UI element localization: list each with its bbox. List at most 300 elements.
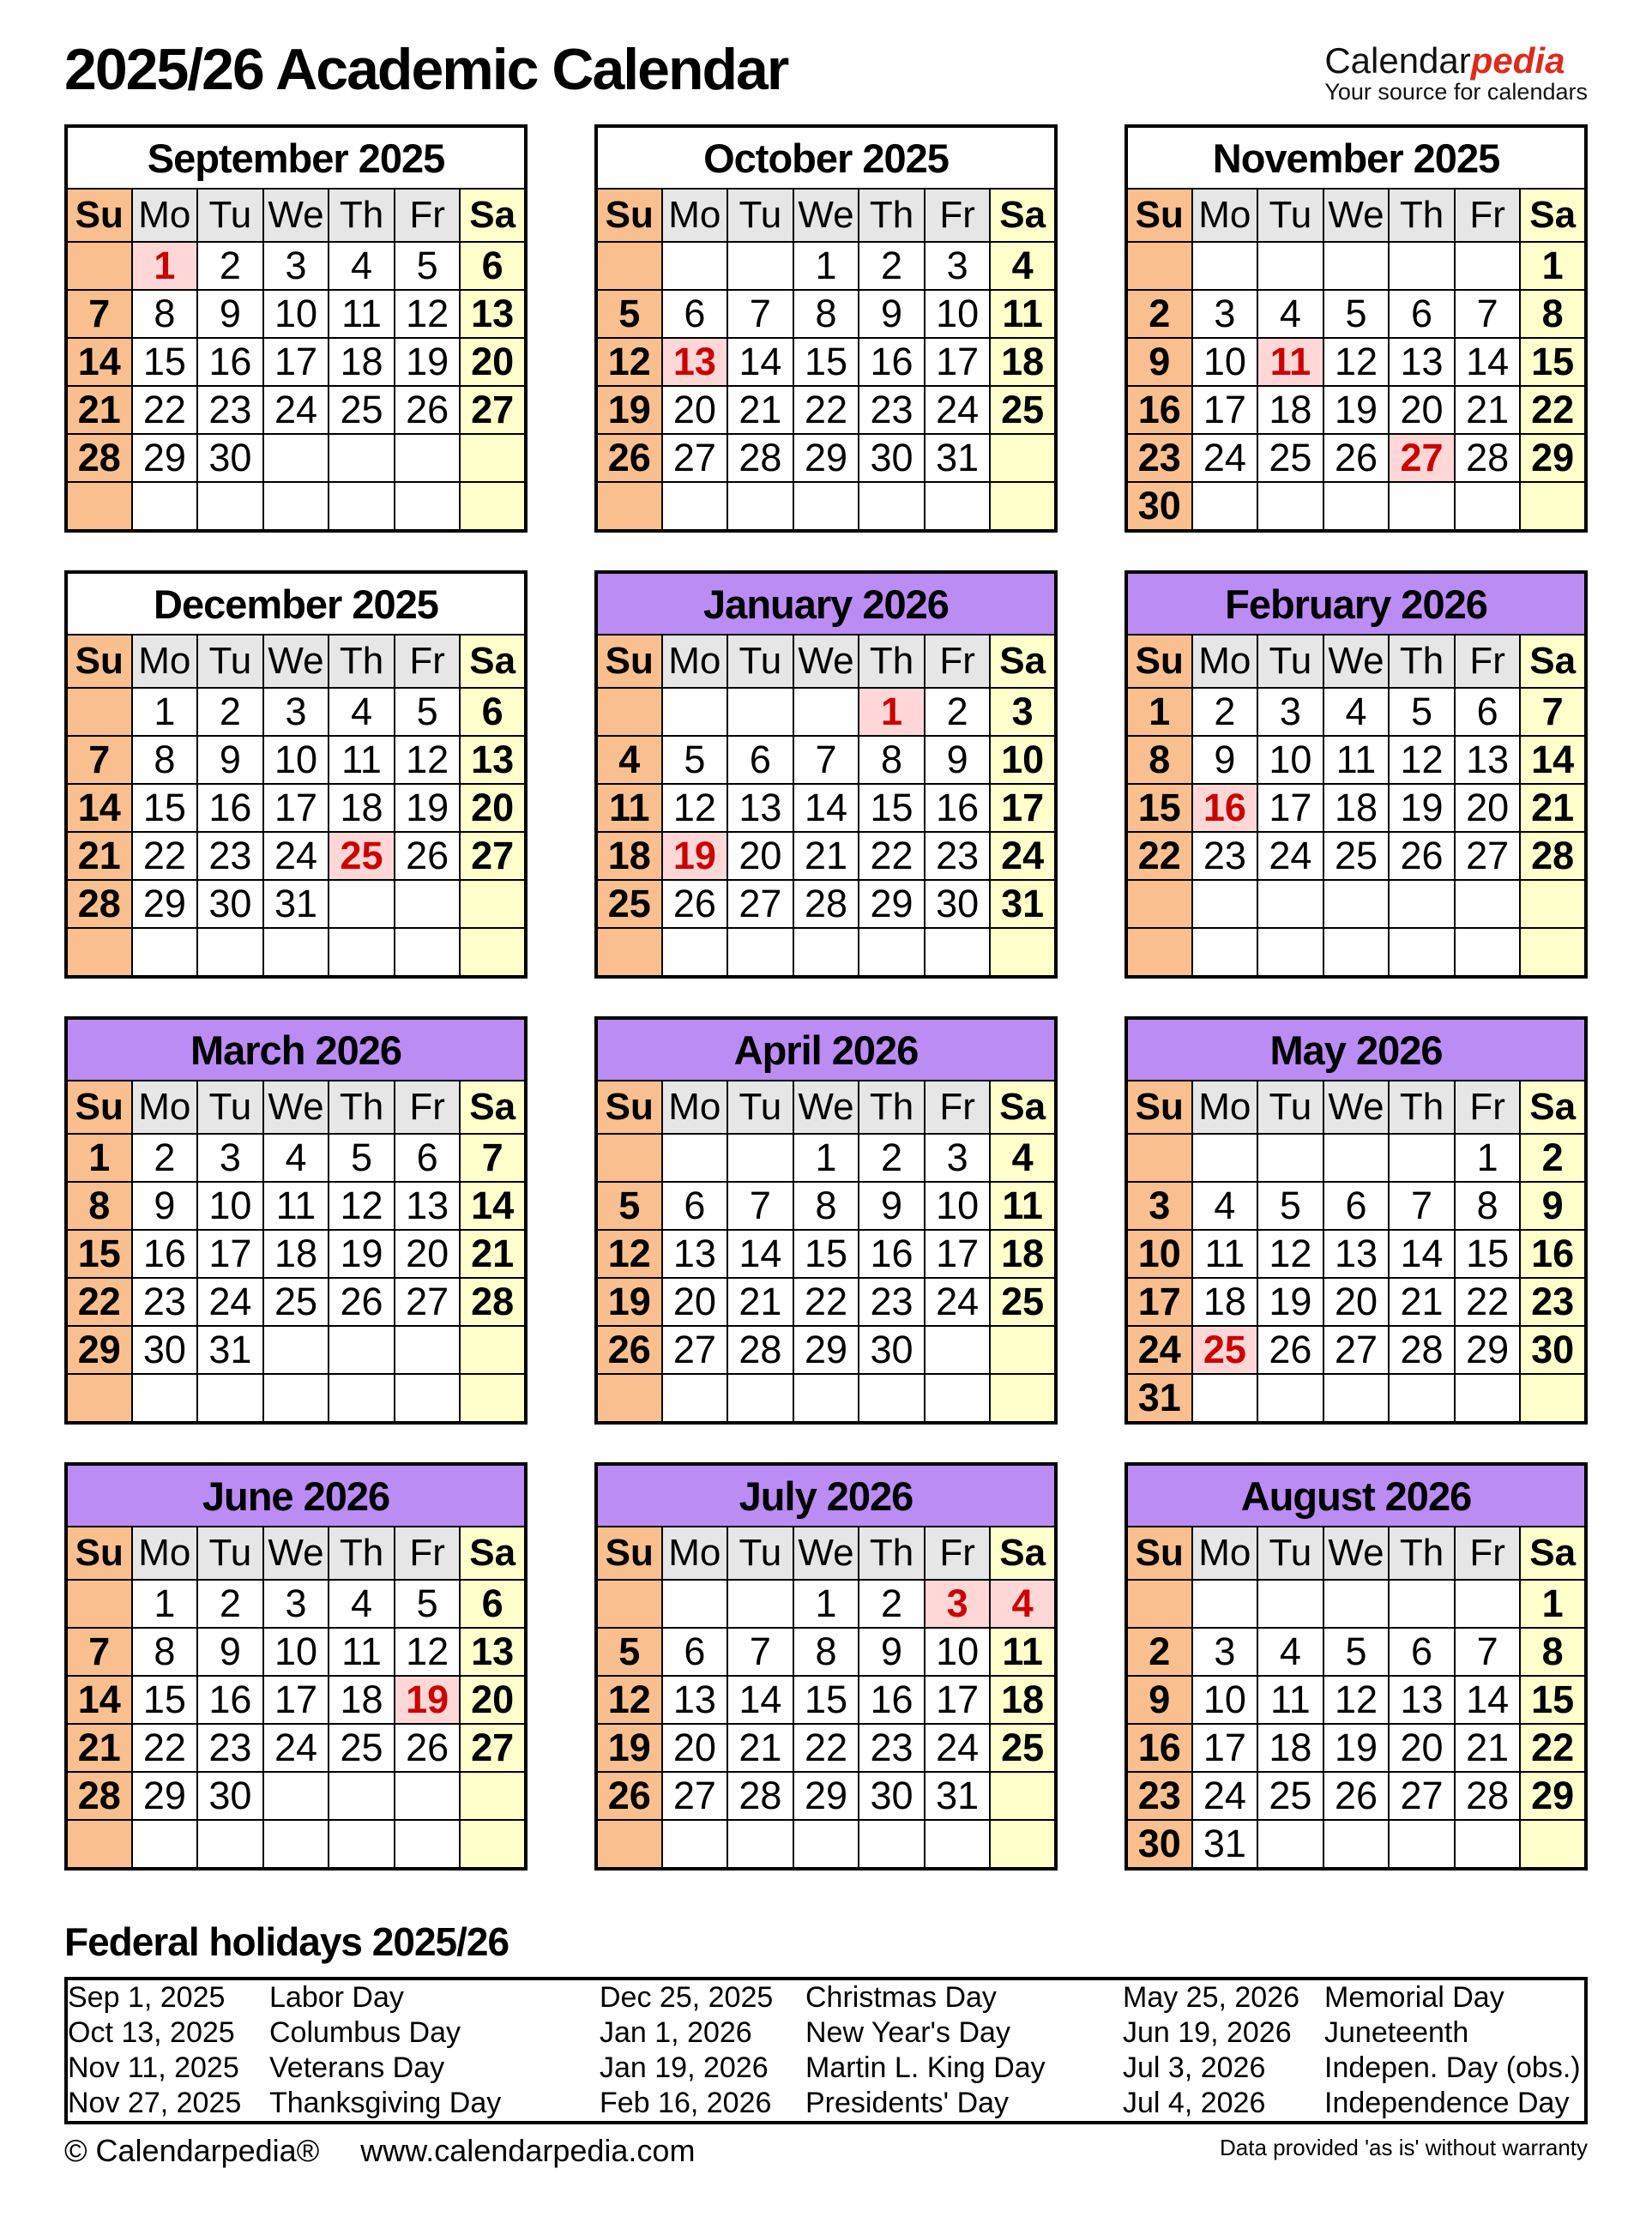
holiday-name: Veterans Day	[269, 2051, 445, 2085]
day-header: We	[793, 1081, 859, 1134]
week-row	[66, 1580, 526, 1628]
holiday-name: Presidents' Day	[805, 2087, 1010, 2120]
day-cell: 10	[263, 290, 329, 338]
holiday-date: Nov 11, 2025	[68, 2051, 239, 2085]
week-row	[1126, 1134, 1586, 1182]
day-header: Tu	[727, 635, 793, 688]
week-row	[596, 784, 1056, 832]
month-calendar	[594, 570, 1058, 979]
day-cell: 20	[1323, 1278, 1390, 1326]
day-cell: 4	[1323, 688, 1390, 736]
day-cell: 10	[1257, 736, 1323, 784]
day-cell: 19	[395, 784, 461, 832]
day-cell	[1257, 1134, 1323, 1182]
day-header: Mo	[132, 1527, 198, 1580]
week-row	[1126, 1278, 1586, 1326]
day-cell: 13	[1389, 1676, 1455, 1724]
day-cell	[1389, 1134, 1455, 1182]
day-cell: 20	[460, 784, 526, 832]
day-cell: 6	[1389, 1628, 1455, 1676]
day-header: Fr	[1455, 1081, 1521, 1134]
day-cell: 4	[329, 1580, 395, 1628]
day-cell: 21	[727, 1724, 793, 1772]
day-cell	[793, 928, 859, 977]
holiday-date: Jan 19, 2026	[600, 2051, 769, 2085]
week-row	[66, 338, 526, 386]
week-row	[596, 1182, 1056, 1230]
week-row	[596, 290, 1056, 338]
day-cell: 19	[1323, 1724, 1390, 1772]
day-cell: 27	[662, 434, 728, 482]
day-cell	[1389, 880, 1455, 928]
day-cell	[197, 1374, 263, 1423]
month-title-row	[66, 126, 526, 189]
holiday-row	[66, 1979, 1586, 2015]
day-cell: 22	[66, 1278, 132, 1326]
day-cell	[925, 482, 991, 531]
day-header: Fr	[925, 1527, 991, 1580]
day-cell: 17	[263, 1676, 329, 1724]
day-header: Mo	[132, 1081, 198, 1134]
day-cell: 25	[329, 1724, 395, 1772]
day-cell: 20	[662, 386, 728, 434]
month-title: June 2026	[66, 1464, 526, 1527]
day-cell: 27	[1455, 832, 1521, 880]
day-cell: 19	[1257, 1278, 1323, 1326]
day-cell	[793, 1820, 859, 1869]
day-cell	[1455, 1580, 1521, 1628]
day-cell: 11	[263, 1182, 329, 1230]
holiday-date: Oct 13, 2025	[68, 2016, 235, 2050]
day-header: Th	[1389, 189, 1455, 242]
week-row	[1126, 1724, 1586, 1772]
week-row	[596, 338, 1056, 386]
week-row	[66, 1628, 526, 1676]
day-cell: 8	[1520, 1628, 1586, 1676]
week-row	[66, 482, 526, 531]
day-header-row	[596, 1081, 1056, 1134]
day-cell	[66, 482, 132, 531]
day-cell: 23	[925, 832, 991, 880]
day-cell: 24	[197, 1278, 263, 1326]
day-header: Tu	[197, 1527, 263, 1580]
day-cell: 5	[1323, 290, 1390, 338]
day-cell	[1126, 928, 1192, 977]
page-header	[64, 39, 1588, 105]
day-cell: 25	[329, 832, 395, 880]
day-cell	[66, 242, 132, 290]
holiday-row	[66, 2051, 1586, 2086]
day-cell: 9	[197, 1628, 263, 1676]
day-cell: 26	[662, 880, 728, 928]
day-cell: 11	[596, 784, 662, 832]
holiday-date: Nov 27, 2025	[68, 2087, 242, 2120]
day-cell: 18	[1257, 386, 1323, 434]
day-cell: 27	[460, 1724, 526, 1772]
day-cell	[925, 1374, 991, 1423]
day-cell: 31	[925, 434, 991, 482]
day-cell	[1192, 482, 1258, 531]
week-row	[1126, 1374, 1586, 1423]
day-header: Sa	[990, 189, 1056, 242]
day-cell: 17	[1126, 1278, 1192, 1326]
day-cell	[66, 928, 132, 977]
holiday-name: Memorial Day	[1324, 1981, 1504, 2015]
week-row	[66, 434, 526, 482]
day-cell: 26	[395, 386, 461, 434]
day-cell: 17	[197, 1230, 263, 1278]
day-cell: 2	[859, 1134, 925, 1182]
month-calendar	[1124, 124, 1588, 533]
day-cell	[395, 1772, 461, 1820]
day-cell: 14	[1455, 338, 1521, 386]
day-cell: 9	[859, 1628, 925, 1676]
day-cell: 13	[460, 736, 526, 784]
day-cell: 24	[990, 832, 1056, 880]
day-cell: 30	[1126, 1820, 1192, 1869]
day-cell: 24	[263, 1724, 329, 1772]
day-cell: 4	[990, 1580, 1056, 1628]
day-header-row	[1126, 635, 1586, 688]
day-cell: 8	[66, 1182, 132, 1230]
month-title: January 2026	[596, 572, 1056, 635]
day-cell	[662, 928, 728, 977]
day-cell: 30	[132, 1326, 198, 1374]
month-title-row	[66, 1018, 526, 1081]
week-row	[1126, 1182, 1586, 1230]
day-cell: 25	[990, 386, 1056, 434]
day-cell: 12	[596, 338, 662, 386]
week-row	[66, 1182, 526, 1230]
day-cell	[1323, 928, 1390, 977]
day-cell: 5	[1257, 1182, 1323, 1230]
day-cell	[1257, 928, 1323, 977]
day-cell: 7	[727, 1628, 793, 1676]
day-header: Th	[1389, 1527, 1455, 1580]
day-cell	[1323, 1820, 1390, 1869]
day-cell	[596, 928, 662, 977]
day-cell: 25	[990, 1724, 1056, 1772]
day-cell: 13	[460, 290, 526, 338]
day-cell: 27	[662, 1326, 728, 1374]
day-cell: 21	[727, 386, 793, 434]
day-cell	[1520, 1374, 1586, 1423]
day-cell: 5	[1323, 1628, 1390, 1676]
month-calendar	[1124, 1016, 1588, 1425]
day-cell	[1520, 928, 1586, 977]
day-cell: 29	[132, 1772, 198, 1820]
day-cell: 7	[66, 290, 132, 338]
day-cell	[1389, 1580, 1455, 1628]
day-cell: 29	[793, 434, 859, 482]
day-cell: 7	[793, 736, 859, 784]
day-cell: 14	[793, 784, 859, 832]
day-cell: 13	[1389, 338, 1455, 386]
day-cell: 29	[66, 1326, 132, 1374]
holiday-name: Labor Day	[269, 1981, 404, 2015]
day-cell: 7	[727, 1182, 793, 1230]
day-cell: 28	[66, 434, 132, 482]
day-header: Tu	[197, 635, 263, 688]
day-cell: 16	[1126, 386, 1192, 434]
copyright-line	[64, 2133, 695, 2169]
day-cell	[395, 1326, 461, 1374]
day-cell	[1192, 1580, 1258, 1628]
day-cell: 18	[1257, 1724, 1323, 1772]
day-header: Su	[596, 635, 662, 688]
day-cell: 20	[662, 1724, 728, 1772]
day-cell: 4	[596, 736, 662, 784]
week-row	[596, 688, 1056, 736]
day-cell: 22	[1520, 386, 1586, 434]
day-cell	[662, 1134, 728, 1182]
day-cell: 5	[596, 1182, 662, 1230]
day-header: Su	[596, 1081, 662, 1134]
day-cell	[1323, 880, 1390, 928]
day-cell	[263, 928, 329, 977]
day-header: Tu	[727, 189, 793, 242]
day-cell: 21	[1520, 784, 1586, 832]
week-row	[596, 928, 1056, 977]
week-row	[1126, 880, 1586, 928]
day-cell: 13	[727, 784, 793, 832]
day-cell: 1	[1455, 1134, 1521, 1182]
day-cell: 12	[596, 1230, 662, 1278]
federal-holidays-title: Federal holidays 2025/26	[64, 1919, 509, 1965]
day-cell: 12	[395, 1628, 461, 1676]
day-cell: 18	[990, 338, 1056, 386]
day-cell: 13	[1323, 1230, 1390, 1278]
week-row	[596, 1772, 1056, 1820]
week-row	[596, 1820, 1056, 1869]
day-header-row	[596, 189, 1056, 242]
day-cell: 29	[1520, 1772, 1586, 1820]
day-header: Th	[859, 189, 925, 242]
day-cell: 31	[1126, 1374, 1192, 1423]
day-cell: 15	[1520, 338, 1586, 386]
week-row	[1126, 338, 1586, 386]
day-cell: 6	[1323, 1182, 1390, 1230]
day-cell	[1192, 242, 1258, 290]
day-cell: 10	[925, 290, 991, 338]
day-cell: 22	[132, 832, 198, 880]
day-header: Sa	[460, 635, 526, 688]
day-cell: 11	[990, 1628, 1056, 1676]
day-cell	[132, 928, 198, 977]
month-calendar	[594, 124, 1058, 533]
day-cell: 3	[990, 688, 1056, 736]
day-cell: 15	[132, 784, 198, 832]
day-cell: 18	[596, 832, 662, 880]
month-calendar	[64, 1016, 528, 1425]
day-cell	[596, 1374, 662, 1423]
day-cell: 28	[66, 1772, 132, 1820]
logo-tagline: Your source for calendars	[1324, 79, 1588, 105]
day-cell	[1389, 1820, 1455, 1869]
day-header: Fr	[395, 1527, 461, 1580]
day-cell	[263, 1820, 329, 1869]
day-header: Fr	[395, 635, 461, 688]
day-cell	[395, 434, 461, 482]
day-cell: 28	[1455, 1772, 1521, 1820]
day-cell: 14	[66, 338, 132, 386]
day-header: We	[1323, 1527, 1390, 1580]
day-cell	[990, 434, 1056, 482]
month-title: March 2026	[66, 1018, 526, 1081]
day-cell: 15	[1126, 784, 1192, 832]
day-cell	[1257, 242, 1323, 290]
day-cell: 2	[132, 1134, 198, 1182]
day-cell	[1520, 880, 1586, 928]
day-cell	[1126, 1580, 1192, 1628]
day-cell: 31	[263, 880, 329, 928]
day-cell: 24	[1257, 832, 1323, 880]
day-cell	[1323, 1374, 1390, 1423]
day-cell	[662, 242, 728, 290]
day-cell	[793, 482, 859, 531]
day-cell: 12	[662, 784, 728, 832]
day-cell: 12	[596, 1676, 662, 1724]
day-cell	[460, 1820, 526, 1869]
week-row	[1126, 832, 1586, 880]
day-header: Su	[66, 1527, 132, 1580]
day-header: Mo	[662, 1081, 728, 1134]
day-cell: 16	[1126, 1724, 1192, 1772]
day-cell	[1455, 880, 1521, 928]
holiday-row	[66, 2086, 1586, 2123]
day-cell: 10	[263, 736, 329, 784]
day-cell: 23	[1520, 1278, 1586, 1326]
day-header: Tu	[197, 1081, 263, 1134]
day-cell	[727, 1134, 793, 1182]
day-cell	[596, 1580, 662, 1628]
day-cell: 11	[1323, 736, 1390, 784]
day-cell: 17	[925, 1676, 991, 1724]
day-cell	[263, 1374, 329, 1423]
month-title-row	[66, 572, 526, 635]
day-cell: 3	[925, 1580, 991, 1628]
day-cell: 25	[263, 1278, 329, 1326]
day-cell: 23	[1126, 434, 1192, 482]
day-header: Th	[1389, 1081, 1455, 1134]
day-cell: 6	[662, 290, 728, 338]
month-calendar	[64, 1462, 528, 1871]
day-cell: 7	[460, 1134, 526, 1182]
week-row	[66, 1772, 526, 1820]
month-title: December 2025	[66, 572, 526, 635]
day-cell: 17	[1257, 784, 1323, 832]
day-cell: 21	[460, 1230, 526, 1278]
day-cell	[662, 1820, 728, 1869]
day-header-row	[66, 635, 526, 688]
day-cell: 21	[1455, 1724, 1521, 1772]
day-cell: 15	[859, 784, 925, 832]
calendarpedia-logo	[1324, 40, 1588, 105]
day-cell	[990, 482, 1056, 531]
week-row	[1126, 290, 1586, 338]
day-cell: 22	[793, 1724, 859, 1772]
day-cell	[1257, 1820, 1323, 1869]
week-row	[66, 1676, 526, 1724]
day-cell: 18	[990, 1230, 1056, 1278]
day-cell: 4	[329, 688, 395, 736]
day-cell	[1389, 242, 1455, 290]
day-cell: 29	[793, 1326, 859, 1374]
day-cell: 10	[197, 1182, 263, 1230]
day-cell: 10	[1192, 338, 1258, 386]
day-cell: 29	[793, 1772, 859, 1820]
day-cell: 12	[329, 1182, 395, 1230]
day-cell: 22	[132, 386, 198, 434]
day-cell	[66, 1820, 132, 1869]
day-cell: 8	[1126, 736, 1192, 784]
day-cell: 6	[727, 736, 793, 784]
day-cell: 16	[859, 1676, 925, 1724]
day-header: Mo	[662, 635, 728, 688]
day-header: Th	[329, 1527, 395, 1580]
day-cell: 28	[1389, 1326, 1455, 1374]
day-cell: 2	[859, 1580, 925, 1628]
logo-wordmark	[1324, 40, 1588, 81]
day-cell	[596, 688, 662, 736]
day-cell: 1	[1520, 242, 1586, 290]
week-row	[66, 1374, 526, 1423]
day-cell: 21	[66, 1724, 132, 1772]
holiday-name: Christmas Day	[805, 1981, 997, 2015]
day-cell: 9	[1192, 736, 1258, 784]
day-header: Su	[1126, 1081, 1192, 1134]
day-cell: 3	[1192, 1628, 1258, 1676]
day-cell	[1257, 1374, 1323, 1423]
day-cell: 24	[263, 386, 329, 434]
day-cell: 23	[859, 386, 925, 434]
day-cell: 3	[263, 242, 329, 290]
week-row	[1126, 1326, 1586, 1374]
day-cell: 16	[859, 1230, 925, 1278]
day-cell: 29	[859, 880, 925, 928]
day-cell: 10	[925, 1182, 991, 1230]
week-row	[1126, 1676, 1586, 1724]
month-title: October 2025	[596, 126, 1056, 189]
day-header: Sa	[990, 1527, 1056, 1580]
day-cell	[329, 1326, 395, 1374]
day-header: We	[263, 1527, 329, 1580]
day-cell: 24	[1192, 434, 1258, 482]
day-cell: 3	[263, 688, 329, 736]
day-header: We	[1323, 1081, 1390, 1134]
day-cell: 20	[395, 1230, 461, 1278]
month-calendar	[594, 1462, 1058, 1871]
day-cell	[1389, 482, 1455, 531]
day-cell	[395, 482, 461, 531]
day-cell: 19	[395, 338, 461, 386]
day-cell: 17	[263, 784, 329, 832]
day-cell	[395, 1374, 461, 1423]
day-header-row	[66, 189, 526, 242]
holiday-date: Jun 19, 2026	[1123, 2016, 1292, 2050]
day-cell: 14	[1455, 1676, 1521, 1724]
logo-pedia-text: pedia	[1470, 40, 1565, 81]
day-cell: 23	[197, 1724, 263, 1772]
day-cell	[596, 1134, 662, 1182]
day-header: Su	[596, 189, 662, 242]
day-cell: 14	[727, 1230, 793, 1278]
day-cell: 5	[1389, 688, 1455, 736]
week-row	[596, 1724, 1056, 1772]
day-cell: 17	[1192, 386, 1258, 434]
day-cell: 30	[859, 434, 925, 482]
day-cell: 7	[66, 1628, 132, 1676]
